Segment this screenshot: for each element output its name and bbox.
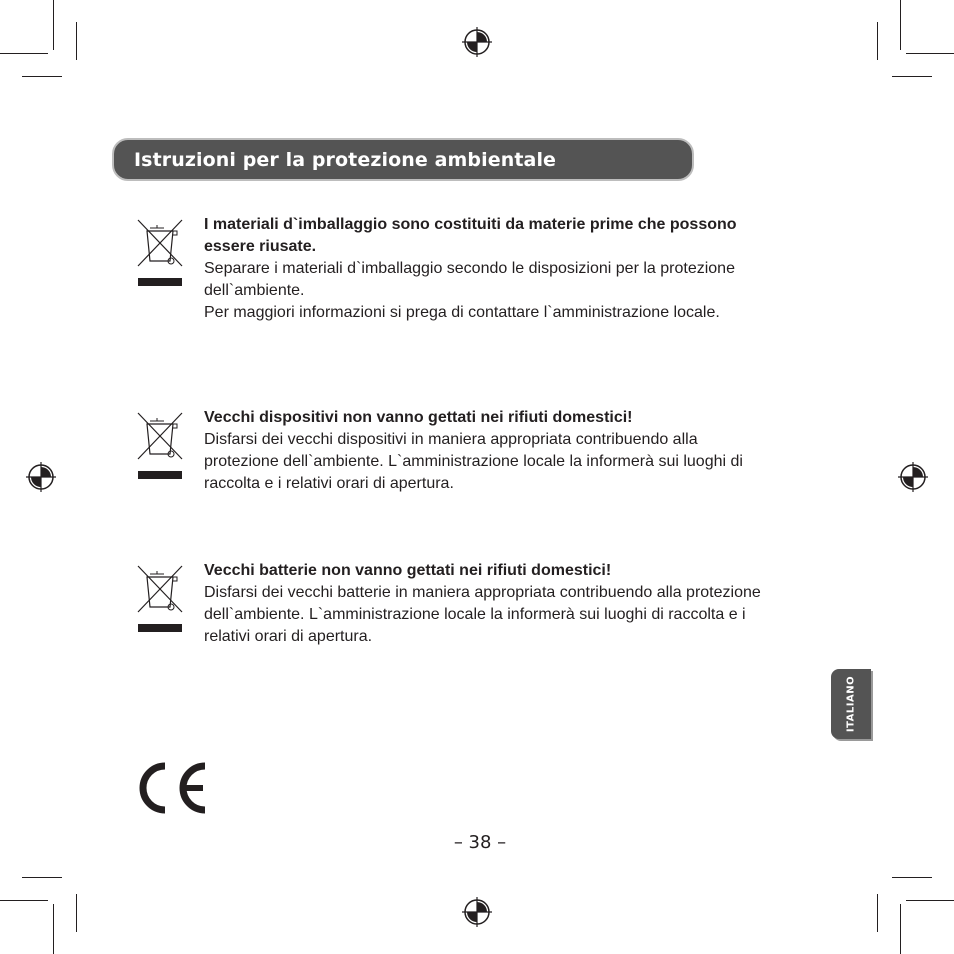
crossed-out-wheelie-bin-icon xyxy=(136,214,188,290)
crop-mark xyxy=(22,76,62,77)
crop-mark xyxy=(906,900,954,901)
crop-mark xyxy=(22,877,62,878)
notice-text xyxy=(204,407,776,495)
notice-body: Disfarsi dei vecchi batterie in maniera appropriata contribuendo alla protezione dell`ambiente. L`amministrazione locale la informerà sui luoghi di raccolta e i relativi orari di apertura. xyxy=(204,584,761,645)
crop-mark xyxy=(53,904,54,954)
crop-mark xyxy=(76,894,77,932)
crop-mark xyxy=(0,900,48,901)
registration-mark-icon xyxy=(897,461,929,493)
page-number: – 38 – xyxy=(453,832,507,853)
crop-mark xyxy=(877,22,878,60)
notice-text xyxy=(204,560,776,648)
crop-mark xyxy=(76,22,77,60)
notice-text xyxy=(204,214,776,324)
notice-body: Disfarsi dei vecchi dispositivi in maniera appropriata contribuendo alla protezione dell`ambiente. L`amministrazione locale la informerà sui luoghi di raccolta e i relativi orari di apertura. xyxy=(204,431,743,492)
crossed-out-wheelie-bin-icon xyxy=(136,407,188,483)
crop-mark xyxy=(892,76,932,77)
crop-mark xyxy=(892,877,932,878)
registration-mark-icon xyxy=(461,896,493,928)
crop-mark xyxy=(53,0,54,50)
crop-mark xyxy=(877,894,878,932)
ce-mark-icon xyxy=(135,760,211,816)
page-title: Istruzioni per la protezione ambientale xyxy=(134,149,557,171)
notice-body: Per maggiori informazioni si prega di contattare l`amministrazione locale. xyxy=(204,304,720,321)
registration-mark-icon xyxy=(25,461,57,493)
notice-heading: Vecchi dispositivi non vanno gettati nei rifiuti domestici! xyxy=(204,409,633,426)
notice-heading: I materiali d`imballaggio sono costituiti da materie prime che possono essere riusate. xyxy=(204,216,737,255)
crop-mark xyxy=(900,904,901,954)
notice-heading: Vecchi batterie non vanno gettati nei rifiuti domestici! xyxy=(204,562,612,579)
registration-mark-icon xyxy=(461,26,493,58)
crop-mark xyxy=(906,53,954,54)
crop-mark xyxy=(0,53,48,54)
crop-mark xyxy=(900,0,901,50)
language-tab xyxy=(831,669,871,739)
crossed-out-wheelie-bin-icon xyxy=(136,560,188,636)
section-header-bar xyxy=(112,138,694,181)
notice-body: Separare i materiali d`imballaggio secondo le disposizioni per la protezione dell`ambiente. xyxy=(204,260,735,299)
language-tab-label: ITALIANO xyxy=(845,675,857,733)
